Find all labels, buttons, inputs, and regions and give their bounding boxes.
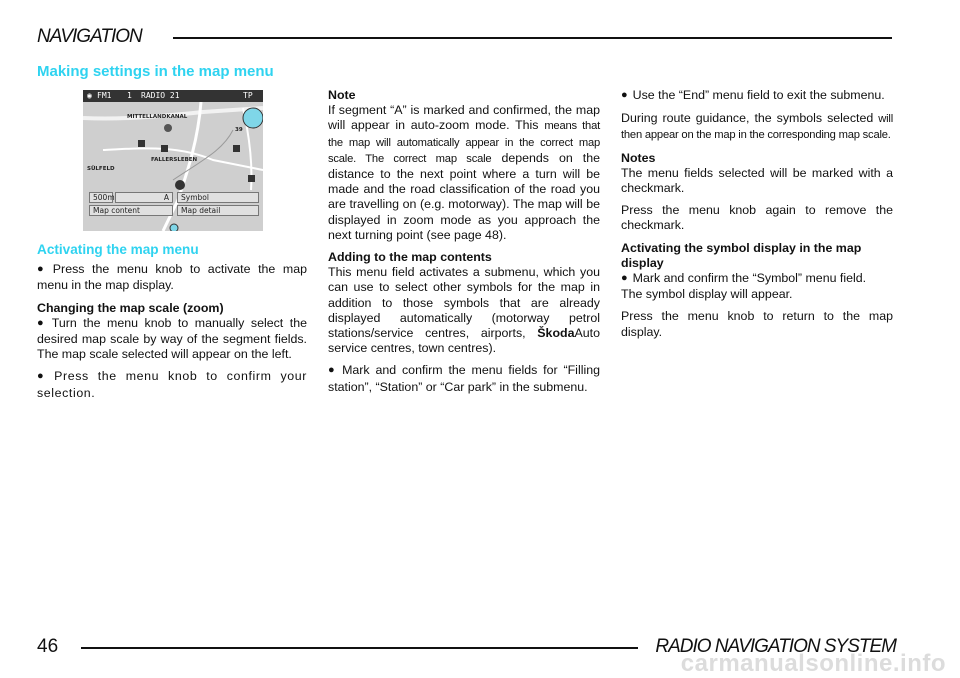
bullet-icon: ● xyxy=(37,263,48,276)
header-rule xyxy=(173,37,892,39)
map-menu-content: Map content xyxy=(89,205,173,216)
paragraph-adding: This menu field activates a submenu, which you can use to select other symbols for the map in addition to those symbols that are already displayed automatically (motorway petrol stations/service centres, airports, ŠkodaAuto service centres, town centres). xyxy=(328,265,600,356)
paragraph-zoom: ● Turn the menu knob to manually select the desired map scale by way of the segment fields. The map scale selected will appear on the left. xyxy=(37,315,307,362)
bullet-icon: ● xyxy=(328,364,338,377)
column-3 xyxy=(621,88,893,347)
map-tp: TP xyxy=(243,91,253,100)
map-scale: 500m xyxy=(89,192,113,203)
header-title: NAVIGATION xyxy=(37,26,142,47)
heading-adding: Adding to the map contents xyxy=(328,250,492,265)
map-label-town2: FALLERSLEBEN xyxy=(151,157,198,163)
paragraph-route-guidance: During route guidance, the symbols selected will then appear on the map in the corresponding map scale. xyxy=(621,111,893,142)
paragraph-notes-2: Press the menu knob again to remove the checkmark. xyxy=(621,203,893,233)
footer-rule xyxy=(81,647,638,649)
bullet-icon: ● xyxy=(621,89,628,101)
heading-activating-map-menu: Activating the map menu xyxy=(37,242,199,257)
paragraph-symbol-1: ● Mark and confirm the “Symbol” menu field. xyxy=(621,271,867,286)
map-label-canal: MITTELLANDKANAL xyxy=(127,114,188,120)
column-2 xyxy=(328,88,600,402)
map-station: FM1 xyxy=(97,91,112,100)
radio-icon: ◉ xyxy=(87,91,92,100)
section-title: Making settings in the map menu xyxy=(37,63,274,80)
map-status-bar xyxy=(83,90,263,102)
page-header xyxy=(37,26,892,50)
paragraph-note: If segment “A” is marked and confirmed, the map will appear in auto-zoom mode. This means that the map will automatically appear in the correct map scale. The correct map scale depends on the distance to the next point where a turn will be made and the road classification of the road you are travelling on (e.g. motorway). The map will be displayed in zoom mode as you approach the next turning point (see page 48). xyxy=(328,103,600,242)
heading-note: Note xyxy=(328,88,356,102)
bullet-icon: ● xyxy=(37,316,47,329)
watermark: carmanualsonline.info xyxy=(680,650,946,677)
footer-title: RADIO NAVIGATION SYSTEM xyxy=(655,636,896,657)
paragraph-end: ● Use the “End” menu field to exit the submenu. xyxy=(621,88,885,102)
map-station-name: RADIO 21 xyxy=(141,91,180,100)
paragraph-activate: ● Press the menu knob to activate the map menu in the map display. xyxy=(37,262,307,293)
brand-skoda: Škoda xyxy=(537,326,575,341)
map-segment-bar: A xyxy=(115,192,173,203)
map-label-road: 39 xyxy=(235,127,243,133)
bullet-icon: ● xyxy=(621,272,628,285)
map-menu-detail: Map detail xyxy=(177,205,259,216)
heading-notes: Notes xyxy=(621,150,656,165)
map-preset: 1 xyxy=(127,91,132,100)
paragraph-confirm: ● Press the menu knob to confirm your selection. xyxy=(37,369,307,400)
heading-zoom: Changing the map scale (zoom) xyxy=(37,300,224,315)
map-screen-image xyxy=(83,90,263,231)
paragraph-adding-bullet: ● Mark and confirm the menu fields for “Filling station”, “Station” or “Car park” in the submenu. xyxy=(328,363,600,394)
bullet-icon: ● xyxy=(37,370,50,383)
paragraph-symbol-3: Press the menu knob to return to the map display. xyxy=(621,309,893,339)
column-1 xyxy=(37,88,307,408)
map-label-town1: SÜLFELD xyxy=(87,166,115,172)
page-number: 46 xyxy=(37,636,59,657)
heading-symbol-display: Activating the symbol display in the map display xyxy=(621,240,862,270)
paragraph-notes-1: The menu fields selected will be marked with a checkmark. xyxy=(621,165,893,196)
paragraph-symbol-2: The symbol display will appear. xyxy=(621,287,793,302)
map-menu-symbol: Symbol xyxy=(177,192,259,203)
